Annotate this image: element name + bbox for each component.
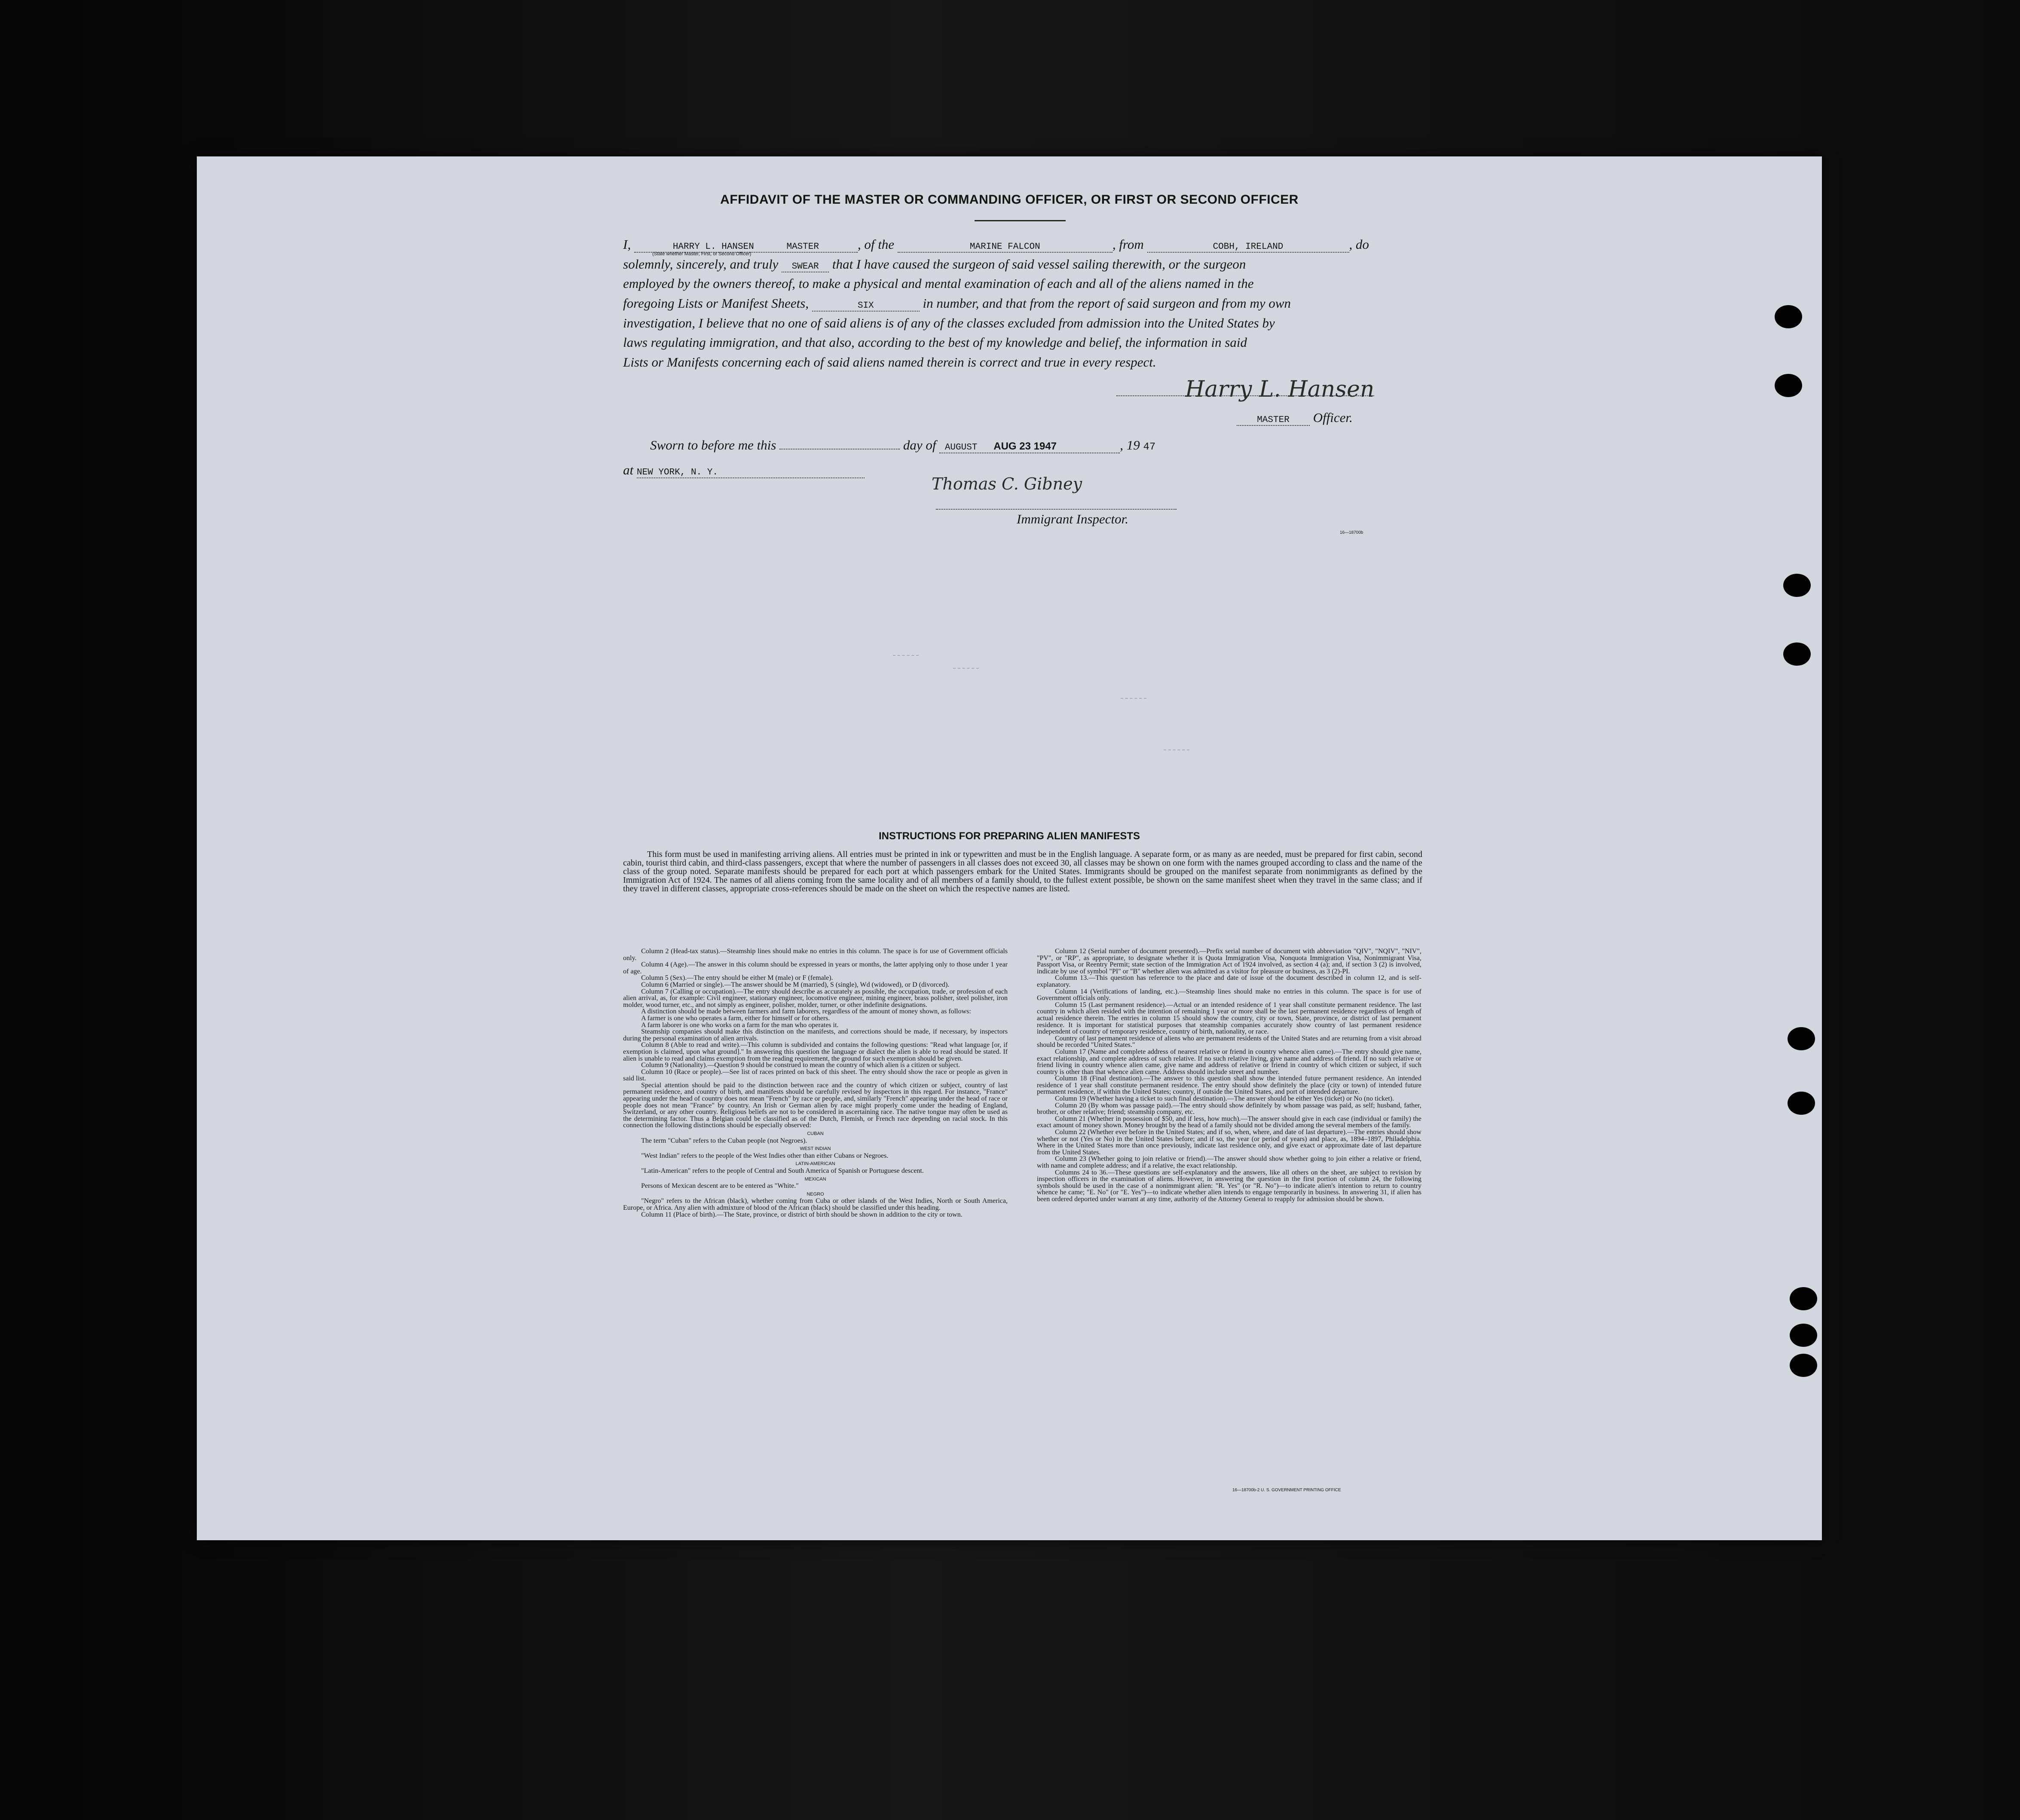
signature-line xyxy=(1116,395,1374,396)
officer-name: HARRY L. HANSEN xyxy=(672,242,754,252)
rank-note: (State whether Master, First, or Second Officer) xyxy=(652,251,752,257)
punch-hole xyxy=(1783,642,1811,666)
affidavit-line-4 xyxy=(623,296,1291,312)
punch-hole xyxy=(1775,305,1802,328)
bleed-mark xyxy=(1121,698,1146,699)
day-field xyxy=(779,449,900,450)
instruction-paragraph: Column 18 (Final destination).—The answer to this question shall show the intended future permanent residence. An intended residence of 1 year shall constitute permanent residence. The entry should show definitely the place (city or town) of intended future permanent residence, if within the United States; country, if outside the United States, and port of intended departure. xyxy=(1037,1075,1421,1096)
master-signature: Harry L. Hansen xyxy=(1185,376,1375,402)
affidavit-line-5: investigation, I believe that no one of said aliens is of any of the classes excluded from admission into the United States by xyxy=(623,315,1275,330)
instructions-title: INSTRUCTIONS FOR PREPARING ALIEN MANIFESTS xyxy=(878,830,1140,842)
instruction-paragraph: Column 7 (Calling or occupation).—The entry should describe as accurately as possible, the occupation, trade, or profession of each alien arrival, as, for example: Civil engineer, stationary engineer, locomotive engineer, mining engineer, brass polisher, steel polisher, iron molder, wood turner, etc., and not simply as engineer, polisher, molder, turner, or other indefinite designations. xyxy=(623,988,1008,1009)
instruction-paragraph: Column 19 (Whether having a ticket to such final destination).—The answer should be either Yes (ticket) or No (no ticket). xyxy=(1055,1095,1394,1103)
affidavit-line-7: Lists or Manifests concerning each of said aliens named therein is correct and true in every respect. xyxy=(623,355,1156,370)
affidavit-line-2 xyxy=(623,257,1246,272)
bleed-mark xyxy=(953,668,979,669)
instruction-paragraph: Column 5 (Sex).—The entry should be either M (male) or F (female). xyxy=(641,974,833,982)
inspector-signature: Thomas C. Gibney xyxy=(932,474,1082,493)
instruction-paragraph: A farmer is one who operates a farm, either for himself or for others. xyxy=(641,1014,830,1022)
mexican-heading: MEXICAN xyxy=(804,1176,826,1182)
mexican-definition: Persons of Mexican descent are to be entered as "White." xyxy=(641,1182,799,1190)
officer-line xyxy=(1237,410,1353,426)
instruction-paragraph: Column 2 (Head-tax status).—Steamship lines should make no entries in this column. The space is for use of Government officials only. xyxy=(623,948,1008,962)
punch-hole xyxy=(1790,1324,1817,1347)
punch-hole xyxy=(1788,1027,1815,1050)
bleed-mark xyxy=(1164,749,1189,750)
month-value: AUGUST xyxy=(944,443,978,453)
negro-definition: "Negro" refers to the African (black), whether coming from Cuba or other islands of the West Indies, North or South America, Europe, or Africa. Any alien with admixture of blood of the African (black) should be classified under this heading. xyxy=(623,1197,1008,1211)
instruction-paragraph: Column 17 (Name and complete address of nearest relative or friend in country whence alien came).—The entry should give name, exact relationship, and complete address of such relative. If no such relative living, give name and address of friend. If no such relative or friend living in country whence alien came, give name and address of relative or friend in country of which citizen or subject, if such country is other than that whence alien came. Address should include street and number. xyxy=(1037,1048,1421,1076)
at-label: at xyxy=(623,462,634,477)
cuban-heading: CUBAN xyxy=(807,1131,824,1137)
instruction-paragraph: Column 6 (Married or single).—The answer should be M (married), S (single), Wd (widowed), or D (divorced). xyxy=(641,981,950,988)
line4-text-a: foregoing Lists or Manifest Sheets, xyxy=(623,296,809,311)
west-indian-definition: "West Indian" refers to the people of the West Indies other than either Cubans or Negroes. xyxy=(641,1152,889,1159)
port-name: COBH, IRELAND xyxy=(1147,242,1349,253)
latin-american-definition: "Latin-American" refers to the people of Central and South America of Spanish or Portuguese descent. xyxy=(641,1167,924,1175)
affidavit-line-6: laws regulating immigration, and that also, according to the best of my knowledge and belief, the information in said xyxy=(623,335,1247,350)
instruction-paragraph: A distinction should be made between farmers and farm laborers, regardless of the amount of money shown, as follows: xyxy=(641,1008,971,1016)
line4-text-b: in number, and that from the report of said surgeon and from my own xyxy=(923,296,1291,311)
from-label: , from xyxy=(1112,237,1144,252)
instruction-paragraph: Column 14 (Verifications of landing, etc.).—Steamship lines should make no entries in this column. The space is for use of Government officials only. xyxy=(1037,988,1421,1002)
bleed-mark xyxy=(893,655,919,656)
instruction-paragraph: Column 21 (Whether in possession of $50, and if less, how much).—The answer should give in each case (individual or family) the exact amount of money shown. Money brought by the head of a family should not be divided among the several members of the family. xyxy=(1037,1115,1421,1129)
sworn-line xyxy=(650,437,1155,453)
place-line xyxy=(623,462,865,478)
vessel-name: MARINE FALCON xyxy=(898,242,1112,253)
line2-text-a: solemnly, sincerely, and truly xyxy=(623,257,779,272)
latin-american-heading: LATIN-AMERICAN xyxy=(795,1161,835,1167)
instruction-paragraph: Column 20 (By whom was passage paid).—The entry should show definitely by whom passage was paid, as self; husband, father, brother, or other relative; friend; steamship company, etc. xyxy=(1037,1101,1421,1116)
instruction-paragraph: A farm laborer is one who works on a farm for the man who operates it. xyxy=(641,1021,839,1029)
title-underline xyxy=(975,220,1066,221)
place-value: NEW YORK, N. Y. xyxy=(637,468,865,478)
do-label: , do xyxy=(1349,237,1369,252)
affidavit-i: I, xyxy=(623,237,631,252)
line2-text-b: that I have caused the surgeon of said vessel sailing therewith, or the surgeon xyxy=(832,257,1246,272)
instruction-paragraph: Column 15 (Last permanent residence).—Actual or an intended residence of 1 year shall constitute permanent residence. The last country in which alien resided with the intention of remaining 1 year or more shall be the last permanent residence regardless of length of actual residence therein. The entries in column 15 should show the country, city or town, State, province, or district of last permanent residence. It is important for statistical purposes that steamship companies accurately show country of last permanent residence independent of country of temporary residence, country of birth, nationality, or race. xyxy=(1037,1001,1421,1036)
of-the-label: , of the xyxy=(857,237,895,252)
punch-hole xyxy=(1783,574,1811,597)
inspector-signature-line xyxy=(936,509,1177,510)
sworn-text: Sworn to before me this xyxy=(650,437,776,453)
year-value: 47 xyxy=(1143,441,1156,453)
negro-heading: NEGRO xyxy=(807,1191,824,1197)
officer-label: Officer. xyxy=(1313,410,1353,425)
instruction-paragraph: Country of last permanent residence of aliens who are permanent residents of the United States and are returning from a visit abroad should be recorded "United States." xyxy=(1037,1034,1421,1049)
instruction-paragraph: Column 9 (Nationality).—Question 9 should be construed to mean the country of which alien is a citizen or subject. xyxy=(641,1061,960,1069)
form-code: 16—18700b xyxy=(1340,530,1363,535)
inspector-label: Immigrant Inspector. xyxy=(1017,511,1129,526)
west-indian-heading: WEST INDIAN xyxy=(800,1146,831,1152)
punch-hole xyxy=(1790,1354,1817,1377)
instructions-intro: This form must be used in manifesting arriving aliens. All entries must be printed in ink or typewritten and must be in the English language. A separate form, or as many as are needed, must be prepared for first cabin, second cabin, tourist third cabin, and third-class passengers, except that where the number of passengers in all classes does not exceed 30, all classes may be shown on one form with the names grouped according to class and the name of the class of the group noted. Separate manifests should be prepared for each port at which passengers embark for the United States. Immigrants should be grouped on the manifest separate from nonimmigrants as defined by the Immigration Act of 1924. The names of all aliens coming from the same locality and of all members of a family should, to the fullest extent possible, be shown on the same manifest sheet when they travel in the same class; and if they travel in different classes, appropriate cross-references should be made on the sheet on which the respective names are listed. xyxy=(623,850,1422,893)
instruction-paragraph: Column 4 (Age).—The answer in this column should be expressed in years or months, the latter applying only to those under 1 year of age. xyxy=(623,961,1008,975)
instruction-paragraph: Column 12 (Serial number of document presented).—Prefix serial number of document with abbreviation "QIV", "NQIV", "NIV", "PV", or "RP", as appropriate, to designate whether it is Quota Immigration Visa, Nonquota Immigration Visa, Nonimmigrant Visa, Passport Visa, or Reentry Permit; state section of the Immigration Act of 1924 involved, as section 4 (a); and, if section 3 (2) is involved, indicate by use of symbol "PI" or "B" whether alien was admitted as a visitor for pleasure or business, as 3 (2)-PI. xyxy=(1037,948,1421,975)
day-label: day of xyxy=(903,437,936,453)
punch-hole xyxy=(1790,1287,1817,1310)
month-field xyxy=(939,440,1120,453)
date-stamp: AUG 23 1947 xyxy=(993,440,1057,452)
instruction-paragraph: Column 10 (Race or people).—See list of races printed on back of this sheet. The entry should show the race or people as given in said list. xyxy=(623,1068,1008,1083)
year-prefix: , 19 xyxy=(1120,437,1140,453)
sheet-count: SIX xyxy=(812,301,920,312)
affidavit-line-1 xyxy=(623,237,1369,253)
officer-rank-signed: MASTER xyxy=(1237,415,1310,426)
affidavit-line-3: employed by the owners thereof, to make a physical and mental examination of each and all of the aliens named in the xyxy=(623,276,1254,291)
instruction-paragraph: Column 22 (Whether ever before in the United States; and if so, when, where, and date of last departure).—The entries should show whether or not (Yes or No) in the United States before; and if so, the year (or period of years) and place, as, 1894–1897, Philadelphia. Where in the United States more than once previously, indicate last residence only, and give exact or approximate date of last departure from the United States. xyxy=(1037,1129,1421,1156)
instructions-right-column xyxy=(1037,948,1421,1203)
document-page xyxy=(197,156,1822,1540)
punch-hole xyxy=(1775,374,1802,397)
punch-hole xyxy=(1788,1092,1815,1115)
instruction-paragraph: Special attention should be paid to the distinction between race and the country of which citizen or subject, country of last permanent residence, and country of birth, and manifests should be carefully revised by inspectors in this regard. For instance, "France" appearing under the head of country does not mean "French" by race or people, and, similarly "French" appearing under the head of race or people does not mean "France" by country. An Irish or German alien by race might properly come under the heading of England, Switzerland, or any other country. Religious beliefs are not to be considered in ascertaining race. The native tongue may often be used as the determining factor. Thus a Belgian could be classified as of the Dutch, Flemish, or French race depending on racial stock. In this connection the following distinctions should be especially observed: xyxy=(623,1081,1008,1129)
cuban-definition: The term "Cuban" refers to the Cuban people (not Negroes). xyxy=(641,1137,807,1144)
column-11-instruction: Column 11 (Place of birth).—The State, province, or district of birth should be shown in addition to the city or town. xyxy=(641,1211,963,1218)
officer-rank: MASTER xyxy=(786,242,819,252)
oath-word: SWEAR xyxy=(782,262,829,272)
instruction-paragraph: Column 23 (Whether going to join relative or friend).—The answer should show whether going to join either a relative or friend, with name and complete address; and if a relative, the exact relationship. xyxy=(1037,1155,1421,1169)
instruction-paragraph: Steamship companies should make this distinction on the manifests, and corrections should be made, if necessary, by inspectors during the personal examination of alien arrivals. xyxy=(623,1028,1008,1042)
instruction-paragraph: Column 13.—This question has reference to the place and date of issue of the document described in column 12, and is self-explanatory. xyxy=(1037,974,1421,988)
instruction-paragraph: Columns 24 to 36.—These questions are self-explanatory and the answers, like all others on the sheet, are subject to revision by inspection officers in the examination of aliens. However, in answering the question in the first portion of column 24, the following symbols should be used in the case of a nonimmigrant alien: "R. Yes" (or "R. No")—to indicate alien's intention to return to country whence he came; "E. No" (or "E. Yes")—to indicate whether alien intends to engage temporarily in business. In answering 31, if alien has been ordered deported under warrant at any time, authority of the Attorney General to reapply for admission should be shown. xyxy=(1037,1168,1421,1203)
instructions-left-column xyxy=(623,948,1008,1218)
printing-office-code: 16—18700b-2 U. S. GOVERNMENT PRINTING OFFICE xyxy=(1232,1488,1341,1493)
instruction-paragraph: Column 8 (Able to read and write).—This column is subdivided and contains the following questions: "Read what language [or, if exemption is claimed, upon what ground]." In answering this question the language or dialect the alien is able to read should be stated. If alien is unable to read and claims exemption from the reading requirement, the ground for such exemption should be given. xyxy=(623,1041,1008,1062)
affidavit-title: AFFIDAVIT OF THE MASTER OR COMMANDING OFFICER, OR FIRST OR SECOND OFFICER xyxy=(720,193,1299,207)
